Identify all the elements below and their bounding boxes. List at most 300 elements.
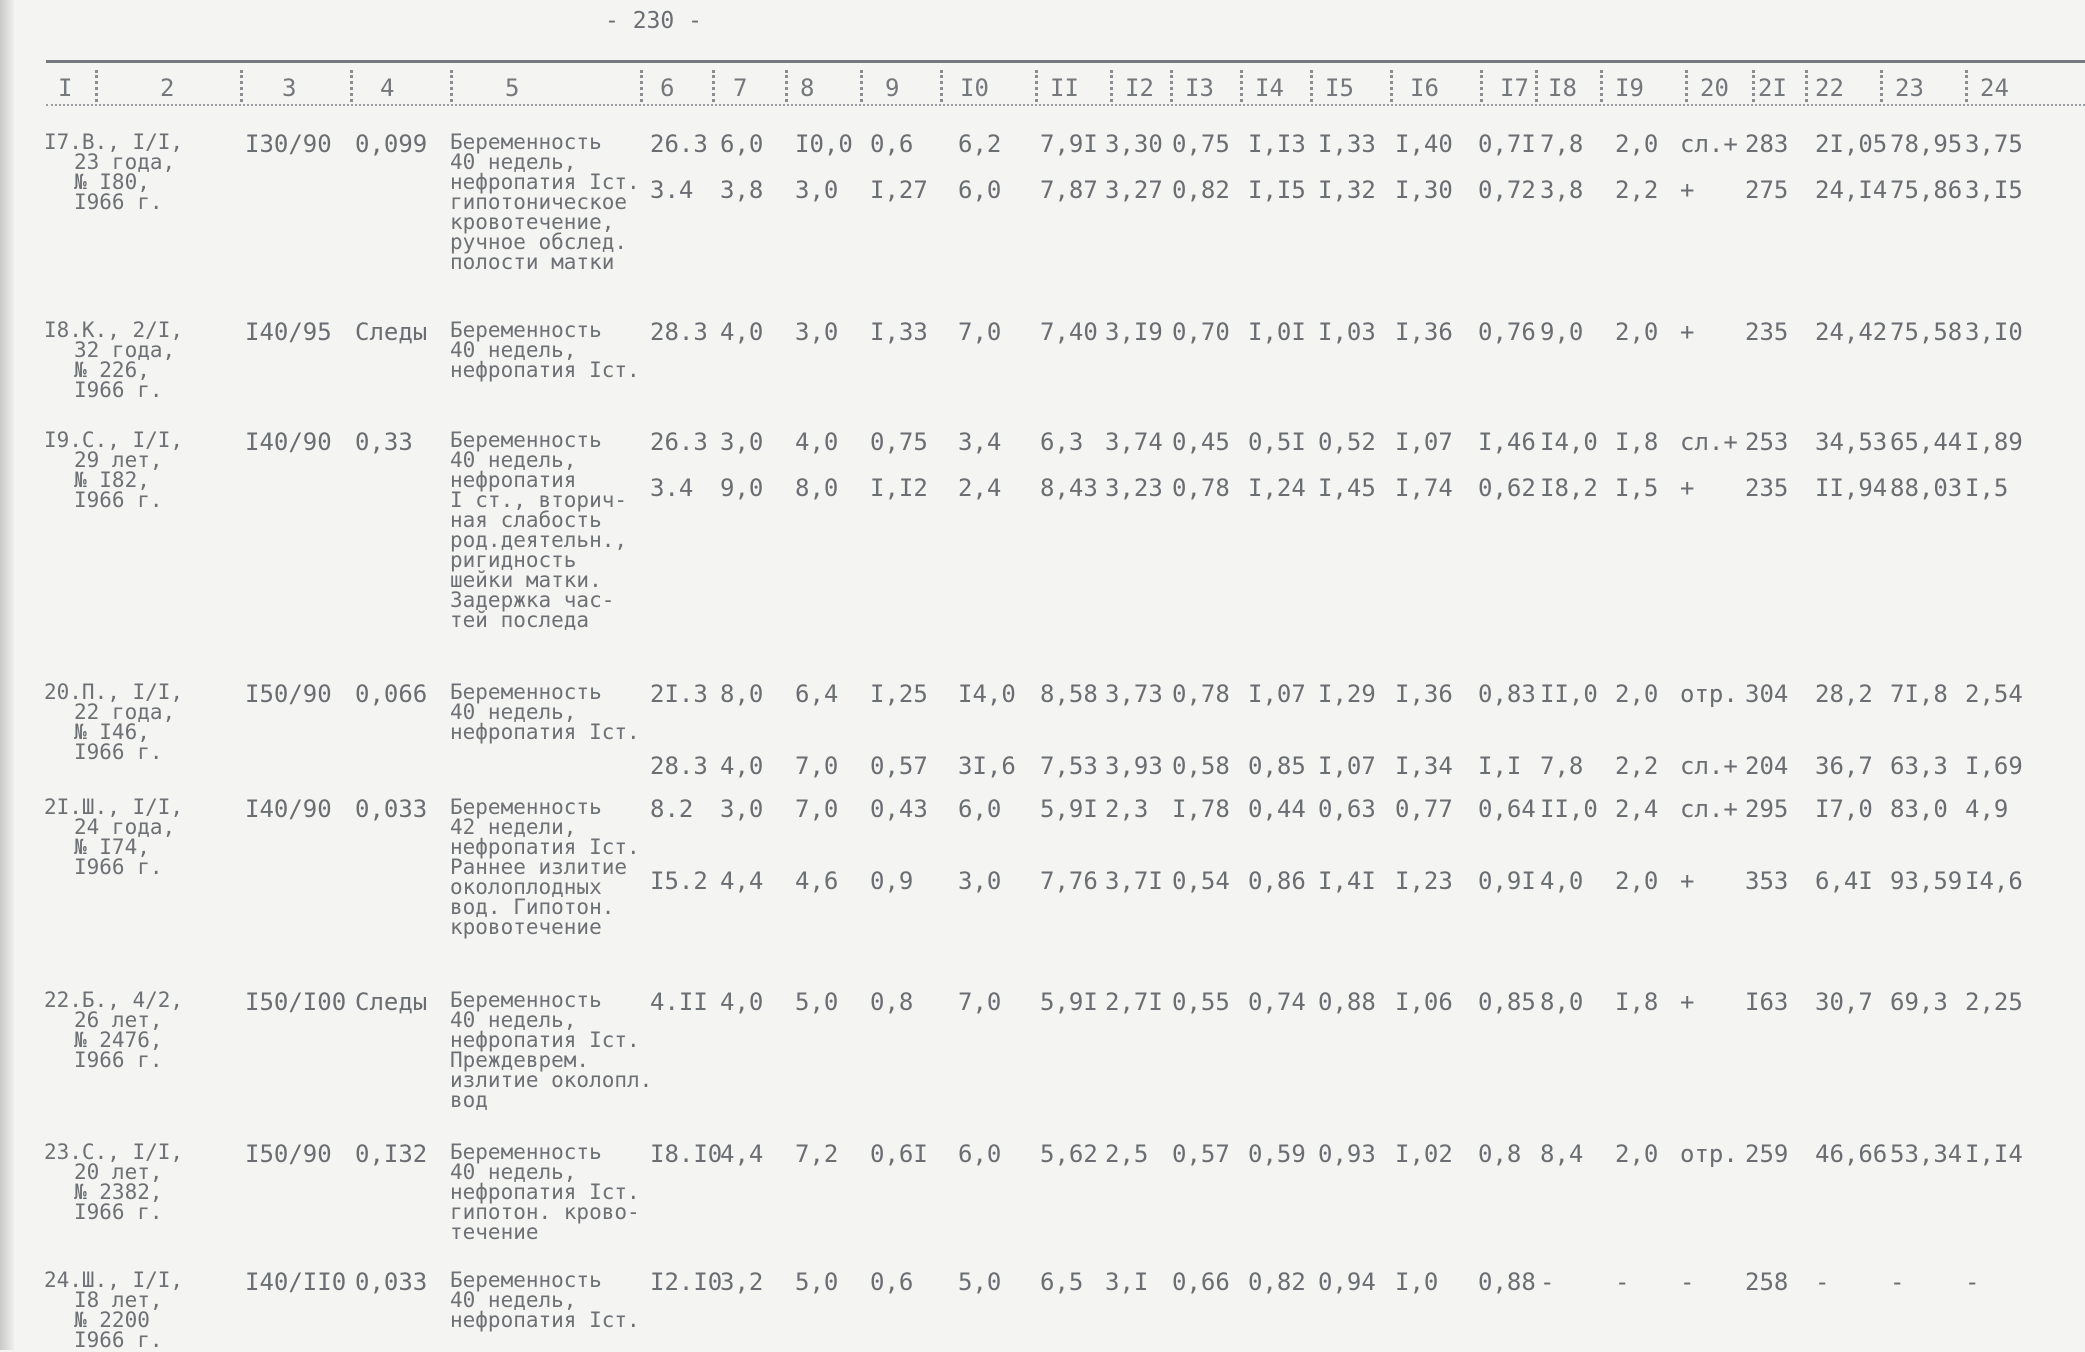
diagnosis-line: 40 недель, (450, 1288, 577, 1312)
data-cell: 2,3 (1105, 795, 1149, 823)
data-cell: 7,0 (795, 752, 839, 780)
data-cell: 3,0 (720, 795, 764, 823)
data-cell: 9,0 (720, 474, 764, 502)
data-cell: 3,7I (1105, 867, 1163, 895)
data-cell: сл.+ (1680, 130, 1738, 158)
diagnosis-line: кровотечение, (450, 210, 615, 234)
diagnosis-line: ная слабость (450, 508, 602, 532)
page-number: - 230 - (605, 8, 702, 34)
data-cell: I,I2 (870, 474, 928, 502)
blood-pressure: I50/90 (245, 1140, 332, 1168)
data-cell: 2,2 (1615, 752, 1659, 780)
data-cell: 0,6I (870, 1140, 928, 1168)
data-cell: 4,6 (795, 867, 839, 895)
diagnosis-line: род.деятельн., (450, 528, 628, 552)
data-cell: 0,44 (1248, 795, 1306, 823)
diagnosis-line: нефропатия Iст. (450, 1180, 640, 1204)
header-col-22: 22 (1815, 74, 1844, 102)
data-cell: 2,25 (1965, 988, 2023, 1016)
patient-info: 2I.Ш., I/I, (44, 795, 184, 819)
patient-info: 26 лет, (74, 1008, 163, 1032)
blood-pressure: I50/I00 (245, 988, 347, 1016)
data-cell: 0,75 (1172, 130, 1230, 158)
diagnosis-line: Преждеврем. (450, 1048, 590, 1072)
patient-info: I8 лет, (74, 1288, 163, 1312)
data-cell: 3,93 (1105, 752, 1163, 780)
data-cell: 7,53 (1040, 752, 1098, 780)
data-cell: 4,0 (795, 428, 839, 456)
data-cell: 0,72 (1478, 176, 1536, 204)
data-cell: 0,57 (1172, 1140, 1230, 1168)
header-separator (860, 70, 863, 102)
data-cell: 0,93 (1318, 1140, 1376, 1168)
data-cell: + (1680, 176, 1695, 204)
data-cell: 28.3 (650, 318, 708, 346)
data-cell: 3,8 (1540, 176, 1584, 204)
data-cell: 3,I5 (1965, 176, 2023, 204)
data-cell: I,5 (1615, 474, 1659, 502)
data-cell: 0,74 (1248, 988, 1306, 1016)
patient-info: 32 года, (74, 338, 176, 362)
data-cell: 3,I (1105, 1268, 1149, 1296)
data-cell: 65,44 (1890, 428, 1963, 456)
diagnosis-line: I ст., вторич- (450, 488, 628, 512)
patient-info: № 2476, (74, 1028, 163, 1052)
diagnosis-line: ригидность (450, 548, 577, 572)
data-cell: 0,57 (870, 752, 928, 780)
data-cell: I,I (1478, 752, 1522, 780)
data-cell: I,07 (1248, 680, 1306, 708)
data-cell: 2,7I (1105, 988, 1163, 1016)
diagnosis-line: Беременность (450, 795, 602, 819)
header-col-16: I6 (1410, 74, 1439, 102)
diagnosis-line: вод (450, 1088, 488, 1112)
diagnosis-line: околоплодных (450, 875, 602, 899)
data-cell: 0,8 (1478, 1140, 1522, 1168)
data-cell: I,45 (1318, 474, 1376, 502)
data-cell: 75,86 (1890, 176, 1963, 204)
header-separator (940, 70, 943, 102)
data-cell: 7,9I (1040, 130, 1098, 158)
diagnosis-line: гипотоническое (450, 190, 628, 214)
header-separator (640, 70, 643, 102)
diagnosis-line: течение (450, 1220, 539, 1244)
header-col-2: 2 (160, 74, 175, 102)
data-cell: I2.I0 (650, 1268, 723, 1296)
data-cell: 3,4 (958, 428, 1002, 456)
data-cell: 75,58 (1890, 318, 1963, 346)
data-cell: I0,0 (795, 130, 853, 158)
patient-info: 24.Ш., I/I, (44, 1268, 184, 1292)
patient-info: 23 года, (74, 150, 176, 174)
data-cell: 2I,05 (1815, 130, 1888, 158)
blood-pressure: I40/95 (245, 318, 332, 346)
data-cell: 0,66 (1172, 1268, 1230, 1296)
header-separator (1965, 70, 1968, 102)
diagnosis-line: Беременность (450, 1140, 602, 1164)
data-cell: 7,76 (1040, 867, 1098, 895)
header-col-10: I0 (960, 74, 989, 102)
header-separator (450, 70, 453, 102)
protein-value: 0,099 (355, 130, 428, 158)
header-separator (1752, 70, 1755, 102)
data-cell: 0,55 (1172, 988, 1230, 1016)
data-cell: 83,0 (1890, 795, 1948, 823)
data-cell: 24,I4 (1815, 176, 1888, 204)
data-cell: 26.3 (650, 428, 708, 456)
data-cell: 6,0 (958, 176, 1002, 204)
data-cell: 2,0 (1615, 130, 1659, 158)
data-cell: 2,4 (1615, 795, 1659, 823)
diagnosis-line: Беременность (450, 988, 602, 1012)
data-cell: - (1540, 1268, 1555, 1296)
data-cell: 5,62 (1040, 1140, 1098, 1168)
data-cell: 26.3 (650, 130, 708, 158)
data-cell: I,36 (1395, 680, 1453, 708)
data-cell: 235 (1745, 318, 1789, 346)
data-cell: - (1815, 1268, 1830, 1296)
data-cell: 0,45 (1172, 428, 1230, 456)
data-cell: 353 (1745, 867, 1789, 895)
data-cell: I,74 (1395, 474, 1453, 502)
data-cell: 34,53 (1815, 428, 1888, 456)
data-cell: 3,I0 (1965, 318, 2023, 346)
data-cell: 0,85 (1248, 752, 1306, 780)
data-cell: 78,95 (1890, 130, 1963, 158)
data-cell: 7,87 (1040, 176, 1098, 204)
patient-info: 23.С., I/I, (44, 1140, 184, 1164)
data-cell: 28,2 (1815, 680, 1873, 708)
header-separator (1240, 70, 1243, 102)
data-cell: 69,3 (1890, 988, 1948, 1016)
data-cell: I5.2 (650, 867, 708, 895)
patient-info: I966 г. (74, 1048, 163, 1072)
data-cell: I,32 (1318, 176, 1376, 204)
data-cell: 6,0 (958, 1140, 1002, 1168)
header-separator (1310, 70, 1313, 102)
data-cell: I,07 (1395, 428, 1453, 456)
data-cell: 3,0 (958, 867, 1002, 895)
diagnosis-line: 42 недели, (450, 815, 577, 839)
diagnosis-line: шейки матки. (450, 568, 602, 592)
header-separator (1035, 70, 1038, 102)
patient-info: I9.С., I/I, (44, 428, 184, 452)
data-cell: 0,6 (870, 1268, 914, 1296)
data-cell: 0,63 (1318, 795, 1376, 823)
header-col-7: 7 (733, 74, 748, 102)
data-cell: 93,59 (1890, 867, 1963, 895)
data-cell: 0,70 (1172, 318, 1230, 346)
diagnosis-line: 40 недель, (450, 1008, 577, 1032)
data-cell: II,0 (1540, 795, 1598, 823)
diagnosis-line: 40 недель, (450, 1160, 577, 1184)
data-cell: I8.I0 (650, 1140, 723, 1168)
data-cell: 0,59 (1248, 1140, 1306, 1168)
data-cell: I,27 (870, 176, 928, 204)
diagnosis-line: Задержка час- (450, 588, 615, 612)
header-separator (1685, 70, 1688, 102)
data-cell: 8,0 (1540, 988, 1584, 1016)
data-cell: 6,3 (1040, 428, 1084, 456)
data-cell: 3,74 (1105, 428, 1163, 456)
data-cell: отр. (1680, 680, 1738, 708)
data-cell: 7,0 (958, 318, 1002, 346)
data-cell: 8,58 (1040, 680, 1098, 708)
data-cell: I,29 (1318, 680, 1376, 708)
data-cell: 2,4 (958, 474, 1002, 502)
diagnosis-line: Беременность (450, 318, 602, 342)
data-cell: 4.II (650, 988, 708, 1016)
data-cell: 0,78 (1172, 680, 1230, 708)
header-col-3: 3 (282, 74, 297, 102)
data-cell: 7,8 (1540, 130, 1584, 158)
data-cell: + (1680, 318, 1695, 346)
data-cell: 7I,8 (1890, 680, 1948, 708)
data-cell: I4,0 (1540, 428, 1598, 456)
header-col-9: 9 (885, 74, 900, 102)
data-cell: 8,4 (1540, 1140, 1584, 1168)
patient-info: 20.П., I/I, (44, 680, 184, 704)
data-cell: 0,82 (1248, 1268, 1306, 1296)
data-cell: 253 (1745, 428, 1789, 456)
data-cell: 0,77 (1395, 795, 1453, 823)
data-cell: 0,78 (1172, 474, 1230, 502)
data-cell: 3,27 (1105, 176, 1163, 204)
data-cell: 4,0 (720, 318, 764, 346)
data-cell: 3.4 (650, 176, 694, 204)
header-col-17: I7 (1500, 74, 1529, 102)
data-cell: 0,75 (870, 428, 928, 456)
header-bottom-rule (46, 104, 2085, 106)
data-cell: I,I4 (1965, 1140, 2023, 1168)
diagnosis-line: гипотон. крово- (450, 1200, 640, 1224)
data-cell: 8,43 (1040, 474, 1098, 502)
patient-info: I966 г. (74, 488, 163, 512)
diagnosis-line: нефропатия Iст. (450, 1028, 640, 1052)
data-cell: 258 (1745, 1268, 1789, 1296)
diagnosis-line: ручное обслед. (450, 230, 628, 254)
header-separator (1535, 70, 1538, 102)
data-cell: 0,43 (870, 795, 928, 823)
data-cell: 2,54 (1965, 680, 2023, 708)
header-separator (1600, 70, 1603, 102)
patient-info: № 226, (74, 358, 150, 382)
data-cell: I,8 (1615, 988, 1659, 1016)
header-col-21: 2I (1758, 74, 1787, 102)
data-cell: I,36 (1395, 318, 1453, 346)
data-cell: сл.+ (1680, 752, 1738, 780)
data-cell: + (1680, 988, 1695, 1016)
data-cell: 6,4 (795, 680, 839, 708)
data-cell: 5,0 (958, 1268, 1002, 1296)
patient-info: 29 лет, (74, 448, 163, 472)
header-separator (712, 70, 715, 102)
diagnosis-line: 40 недель, (450, 338, 577, 362)
data-cell: 88,03 (1890, 474, 1963, 502)
data-cell: 2,0 (1615, 867, 1659, 895)
data-cell: 8.2 (650, 795, 694, 823)
diagnosis-line: нефропатия Iст. (450, 835, 640, 859)
data-cell: - (1890, 1268, 1905, 1296)
patient-info: I966 г. (74, 740, 163, 764)
patient-info: № I46, (74, 720, 150, 744)
diagnosis-line: Беременность (450, 428, 602, 452)
patient-info: I7.В., I/I, (44, 130, 184, 154)
data-cell: I,07 (1318, 752, 1376, 780)
header-separator (1170, 70, 1173, 102)
data-cell: 0,54 (1172, 867, 1230, 895)
data-cell: I,0I (1248, 318, 1306, 346)
header-col-14: I4 (1255, 74, 1284, 102)
data-cell: 0,83 (1478, 680, 1536, 708)
header-col-5: 5 (505, 74, 520, 102)
data-cell: 63,3 (1890, 752, 1948, 780)
data-cell: 36,7 (1815, 752, 1873, 780)
protein-value: 0,I32 (355, 1140, 428, 1168)
data-cell: 0,9I (1478, 867, 1536, 895)
patient-info: I8.К., 2/I, (44, 318, 184, 342)
data-cell: I4,6 (1965, 867, 2023, 895)
data-cell: 5,9I (1040, 988, 1098, 1016)
data-cell: I,30 (1395, 176, 1453, 204)
data-cell: 4,0 (720, 752, 764, 780)
diagnosis-line: нефропатия Iст. (450, 170, 640, 194)
patient-info: № I82, (74, 468, 150, 492)
diagnosis-line: нефропатия Iст. (450, 358, 640, 382)
data-cell: 0,6 (870, 130, 914, 158)
patient-info: 24 года, (74, 815, 176, 839)
data-cell: 283 (1745, 130, 1789, 158)
data-cell: I,24 (1248, 474, 1306, 502)
data-cell: 0,85 (1478, 988, 1536, 1016)
header-separator (1480, 70, 1483, 102)
header-separator (1880, 70, 1883, 102)
data-cell: 259 (1745, 1140, 1789, 1168)
data-cell: I,06 (1395, 988, 1453, 1016)
data-cell: 0,7I (1478, 130, 1536, 158)
data-cell: I,23 (1395, 867, 1453, 895)
blood-pressure: I40/90 (245, 795, 332, 823)
patient-info: 22.Б., 4/2, (44, 988, 184, 1012)
data-cell: 0,82 (1172, 176, 1230, 204)
data-cell: I,46 (1478, 428, 1536, 456)
diagnosis-line: тей последа (450, 608, 590, 632)
data-cell: 0,5I (1248, 428, 1306, 456)
header-separator (240, 70, 243, 102)
data-cell: 3,30 (1105, 130, 1163, 158)
data-cell: 0,62 (1478, 474, 1536, 502)
diagnosis-line: Беременность (450, 130, 602, 154)
diagnosis-line: 40 недель, (450, 448, 577, 472)
data-cell: 5,9I (1040, 795, 1098, 823)
data-cell: 4,0 (720, 988, 764, 1016)
data-cell: I,69 (1965, 752, 2023, 780)
header-col-8: 8 (800, 74, 815, 102)
patient-info: I966 г. (74, 190, 163, 214)
protein-value: 0,066 (355, 680, 428, 708)
data-cell: 3,73 (1105, 680, 1163, 708)
data-cell: 7,40 (1040, 318, 1098, 346)
header-col-12: I2 (1125, 74, 1154, 102)
data-cell: 2I.3 (650, 680, 708, 708)
header-col-19: I9 (1615, 74, 1644, 102)
data-cell: - (1965, 1268, 1980, 1296)
data-cell: 8,0 (795, 474, 839, 502)
diagnosis-line: нефропатия Iст. (450, 720, 640, 744)
data-cell: 4,4 (720, 867, 764, 895)
protein-value: 0,033 (355, 795, 428, 823)
data-cell: 6,2 (958, 130, 1002, 158)
data-cell: 2,5 (1105, 1140, 1149, 1168)
header-col-18: I8 (1548, 74, 1577, 102)
data-cell: 0,9 (870, 867, 914, 895)
protein-value: 0,33 (355, 428, 413, 456)
patient-info: № I80, (74, 170, 150, 194)
patient-info: № I74, (74, 835, 150, 859)
data-cell: 0,52 (1318, 428, 1376, 456)
data-cell: 0,64 (1478, 795, 1536, 823)
blood-pressure: I50/90 (245, 680, 332, 708)
diagnosis-line: полости матки (450, 250, 615, 274)
data-cell: I,4I (1318, 867, 1376, 895)
diagnosis-line: кровотечение (450, 915, 602, 939)
data-cell: + (1680, 867, 1695, 895)
data-cell: I,5 (1965, 474, 2009, 502)
data-cell: 2,0 (1615, 318, 1659, 346)
data-cell: I,8 (1615, 428, 1659, 456)
data-cell: 235 (1745, 474, 1789, 502)
header-separator (350, 70, 353, 102)
patient-info: № 2200 (74, 1308, 150, 1332)
header-col-13: I3 (1185, 74, 1214, 102)
header-separator (95, 70, 98, 102)
data-cell: 3,0 (720, 428, 764, 456)
protein-value: 0,033 (355, 1268, 428, 1296)
data-cell: 4,9 (1965, 795, 2009, 823)
data-cell: II,94 (1815, 474, 1888, 502)
data-cell: 2,2 (1615, 176, 1659, 204)
header-col-4: 4 (380, 74, 395, 102)
data-cell: 3,8 (720, 176, 764, 204)
data-cell: I,I3 (1248, 130, 1306, 158)
data-cell: I,I5 (1248, 176, 1306, 204)
diagnosis-line: 40 недель, (450, 150, 577, 174)
data-cell: 0,88 (1318, 988, 1376, 1016)
data-cell: 0,76 (1478, 318, 1536, 346)
header-col-15: I5 (1325, 74, 1354, 102)
data-cell: + (1680, 474, 1695, 502)
patient-info: I966 г. (74, 1200, 163, 1224)
data-cell: 9,0 (1540, 318, 1584, 346)
data-cell: I,40 (1395, 130, 1453, 158)
data-cell: 295 (1745, 795, 1789, 823)
header-col-1: I (58, 74, 73, 102)
data-cell: I4,0 (958, 680, 1016, 708)
data-cell: 7,8 (1540, 752, 1584, 780)
data-cell: 204 (1745, 752, 1789, 780)
patient-info: 22 года, (74, 700, 176, 724)
data-cell: 0,88 (1478, 1268, 1536, 1296)
data-cell: 46,66 (1815, 1140, 1888, 1168)
data-cell: I,03 (1318, 318, 1376, 346)
data-cell: 275 (1745, 176, 1789, 204)
data-cell: 6,0 (958, 795, 1002, 823)
patient-info: № 2382, (74, 1180, 163, 1204)
header-separator (1110, 70, 1113, 102)
data-cell: I,34 (1395, 752, 1453, 780)
data-cell: I,0 (1395, 1268, 1439, 1296)
blood-pressure: I30/90 (245, 130, 332, 158)
